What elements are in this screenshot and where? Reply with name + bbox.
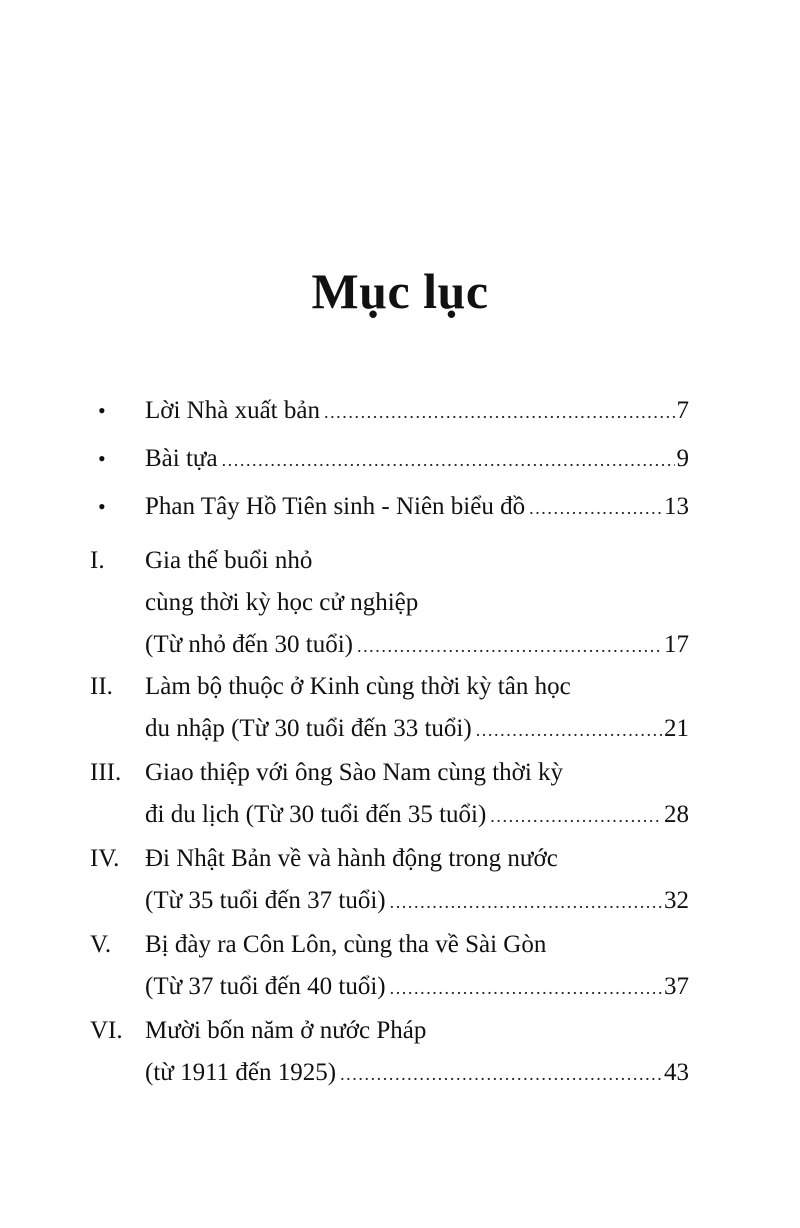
dot-leader (390, 881, 662, 923)
toc-entry-title: đi du lịch (Từ 30 tuổi đến 35 tuổi) (145, 801, 487, 828)
toc-entry-title: (Từ 35 tuổi đến 37 tuổi) (145, 887, 386, 914)
dot-leader (324, 391, 675, 433)
toc-page-number: 28 (664, 801, 689, 828)
chapter-number: II. (90, 673, 113, 700)
bullet-icon: • (98, 494, 106, 519)
bullet-icon: • (98, 446, 106, 471)
chapter-number: III. (90, 759, 122, 786)
toc-entry-title: Lời Nhà xuất bản (145, 397, 320, 424)
dot-leader (476, 709, 662, 751)
chapter-number: VI. (90, 1017, 123, 1044)
toc-entry-title: Làm bộ thuộc ở Kinh cùng thời kỳ tân học (145, 673, 571, 700)
toc-entry-title: (từ 1911 đến 1925) (145, 1059, 337, 1086)
toc-entry-title: Bài tựa (145, 445, 218, 472)
chapter-number: IV. (90, 845, 120, 872)
toc-page-number: 21 (664, 715, 689, 742)
dot-leader (340, 1053, 662, 1095)
toc-entry-title: Mười bốn năm ở nước Pháp (145, 1017, 427, 1044)
dot-leader (390, 967, 662, 1009)
toc-entry-title: cùng thời kỳ học cử nghiệp (145, 589, 419, 616)
dot-leader (357, 625, 662, 667)
toc-entry-title: du nhập (Từ 30 tuổi đến 33 tuổi) (145, 715, 472, 742)
bullet-icon: • (98, 398, 106, 423)
toc-page-number: 9 (676, 445, 689, 472)
toc-entry-title: Giao thiệp với ông Sào Nam cùng thời kỳ (145, 759, 564, 786)
chapter-number: V. (90, 931, 112, 958)
toc-entry-title: (Từ nhỏ đến 30 tuổi) (145, 631, 353, 658)
toc-page-number: 7 (676, 397, 689, 424)
page-title: Mục lục (311, 262, 489, 319)
dot-leader (529, 487, 662, 529)
dot-leader (222, 439, 675, 481)
dot-leader (490, 795, 662, 837)
toc-page-number: 17 (664, 631, 689, 658)
toc-entry-title: Phan Tây Hồ Tiên sinh - Niên biểu đồ (145, 493, 526, 520)
toc-entry-title: Gia thế buổi nhỏ (145, 547, 313, 574)
toc-entry-title: (Từ 37 tuổi đến 40 tuổi) (145, 973, 386, 1000)
toc-page-number: 37 (664, 973, 689, 1000)
chapter-number: I. (90, 547, 105, 574)
toc-entry-title: Bị đày ra Côn Lôn, cùng tha về Sài Gòn (145, 931, 547, 958)
toc-page-number: 43 (664, 1059, 689, 1086)
toc-page-number: 13 (664, 493, 689, 520)
toc-page-number: 32 (664, 887, 689, 914)
toc-entry-title: Đi Nhật Bản về và hành động trong nước (145, 845, 558, 872)
